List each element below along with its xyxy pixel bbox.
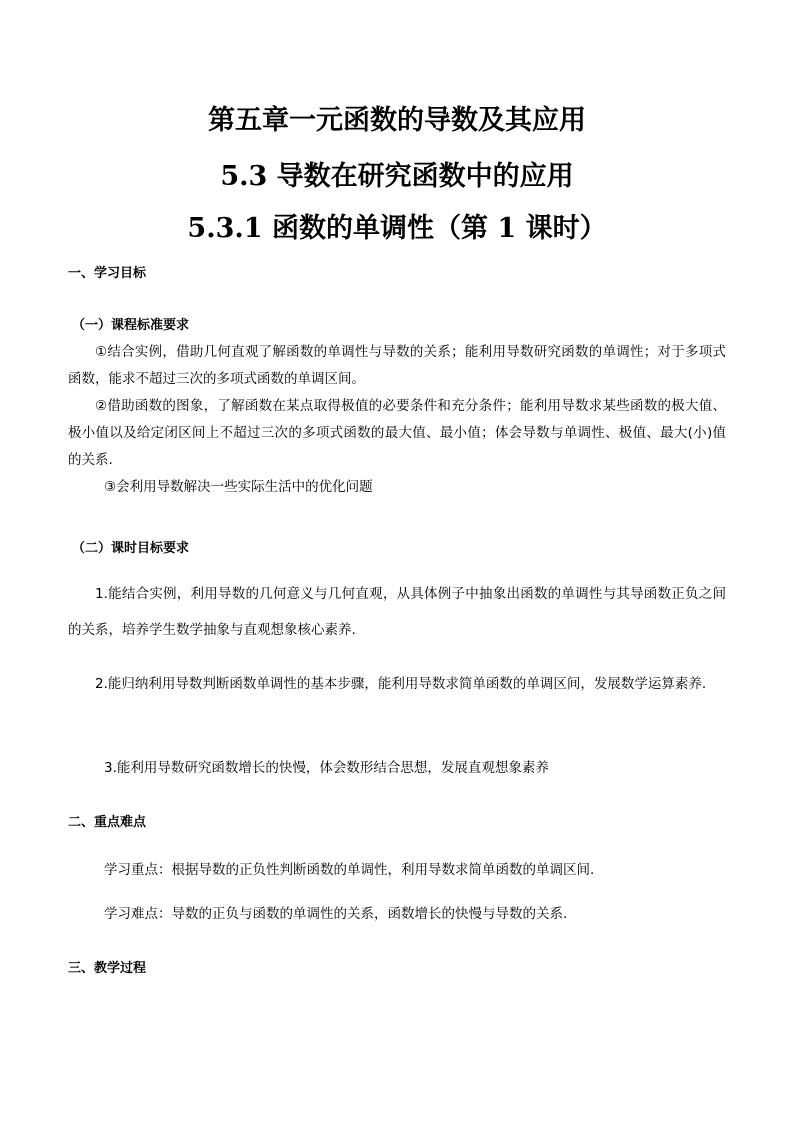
curriculum-standards-heading: （一）课程标准要求 [72, 318, 190, 333]
teaching-process-heading: 三、教学过程 [68, 961, 147, 976]
chapter-title: 第五章一元函数的导数及其应用 [208, 105, 586, 136]
standard-item-3: ③会利用导数解决一些实际生活中的优化问题 [104, 479, 373, 495]
standard-item-2: ②借助函数的图象，了解函数在某点取得极值的必要条件和充分条件；能利用导数求某些函数的极大值、极小值以及给定闭区间上不超过三次的多项式函数的最大值、最小值；体会导数与单调性、极值、最大(小)值的关系. [68, 398, 726, 468]
standard-item-1: ①结合实例，借助几何直观了解函数的单调性与导数的关系；能利用导数研究函数的单调性；对于多项式函数，能求不超过三次的多项式函数的单调区间。 [68, 344, 726, 387]
difficulty-text: 学习难点：导数的正负与函数的单调性的关系，函数增长的快慢与导数的关系. [104, 906, 568, 922]
lesson-title: 5.3.1 函数的单调性（第 1 课时） [187, 213, 607, 244]
lesson-goals-heading: （二）课时目标要求 [72, 541, 190, 556]
learning-goals-heading: 一、学习目标 [68, 266, 147, 281]
key-difficult-points-heading: 二、重点难点 [68, 815, 147, 830]
key-point-text: 学习重点：根据导数的正负性判断函数的单调性，利用导数求简单函数的单调区间. [104, 862, 595, 878]
section-title: 5.3 导数在研究函数中的应用 [220, 161, 574, 192]
lesson-goal-1: 1.能结合实例，利用导数的几何意义与几何直观，从具体例子中抽象出函数的单调性与其导函数正负之间的关系，培养学生数学抽象与直观想象核心素养. [68, 586, 726, 638]
lesson-goal-3: 3.能利用导数研究函数增长的快慢，体会数形结合思想，发展直观想象素养 [104, 760, 549, 776]
lesson-goal-2: 2.能归纳利用导数判断函数单调性的基本步骤，能利用导数求简单函数的单调区间，发展数学运算素养. [95, 676, 707, 692]
